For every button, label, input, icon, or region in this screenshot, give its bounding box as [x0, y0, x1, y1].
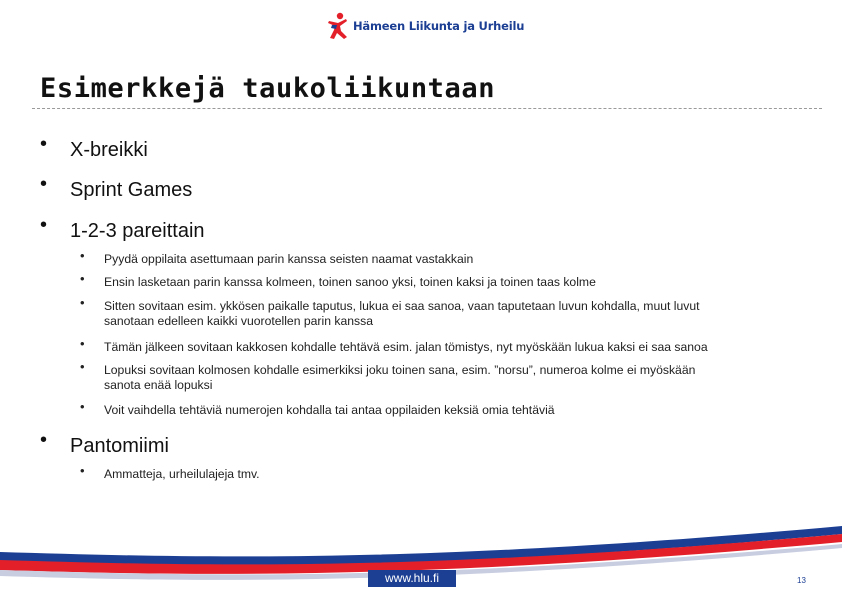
- sub-bullet-line: sanota enää lopuksi: [104, 378, 213, 392]
- sub-bullet-text: Ensin lasketaan parin kanssa kolmeen, toinen sanoo yksi, toinen kaksi ja toinen taas kolme: [104, 275, 596, 289]
- bullet-text: X-breikki: [70, 139, 148, 161]
- bullet-marker: •: [40, 429, 48, 451]
- sub-bullet-text: Voit vaihdella tehtäviä numerojen kohdalla tai antaa oppilaiden keksiä omia tehtäviä: [104, 403, 555, 417]
- sub-bullet-text: Tämän jälkeen sovitaan kakkosen kohdalle tehtävä esim. jalan tömistys, nyt myöskään lukua kaksi ei saa sanoa: [104, 340, 708, 354]
- bullet-text: Sprint Games: [70, 179, 193, 201]
- running-person-logo-icon: [326, 12, 350, 40]
- sub-bullet-text: Pyydä oppilaita asettumaan parin kanssa seisten naamat vastakkain: [104, 252, 474, 266]
- footer-website-link[interactable]: www.hlu.fi: [368, 570, 456, 587]
- logo-text: Hämeen Liikunta ja Urheilu: [353, 19, 525, 33]
- slide-title: Esimerkkejä taukoliikuntaan: [40, 73, 496, 104]
- page-number: 13: [797, 576, 806, 585]
- sub-bullet-line: sanotaan edelleen kaikki vuorotellen parin kanssa: [104, 314, 373, 328]
- bullet-marker: •: [80, 248, 85, 263]
- bullet-marker: •: [80, 295, 85, 310]
- sub-bullet-text: Ammatteja, urheilulajeja tmv.: [104, 467, 260, 481]
- bullet-marker: •: [40, 133, 48, 155]
- sub-bullet-text: [104, 299, 804, 329]
- bullet-marker: •: [80, 399, 85, 414]
- bullet-marker: •: [80, 463, 85, 478]
- organization-logo: [326, 12, 524, 40]
- bullet-marker: •: [40, 173, 48, 195]
- bullet-marker: •: [80, 359, 85, 374]
- bullet-text: Pantomiimi: [70, 435, 169, 457]
- bullet-marker: •: [80, 271, 85, 286]
- title-divider: [32, 108, 822, 109]
- bullet-marker: •: [80, 336, 85, 351]
- sub-bullet-line: Sitten sovitaan esim. ykkösen paikalle taputus, lukua ei saa sanoa, vaan taputetaan luvun kohdalla, muut luvut: [104, 299, 700, 313]
- sub-bullet-text: [104, 363, 804, 393]
- bullet-text: 1-2-3 pareittain: [70, 220, 205, 242]
- bullet-marker: •: [40, 214, 48, 236]
- sub-bullet-line: Lopuksi sovitaan kolmosen kohdalle esimerkiksi joku toinen sana, esim. ”norsu”, numeroa kolme ei myöskään: [104, 363, 696, 377]
